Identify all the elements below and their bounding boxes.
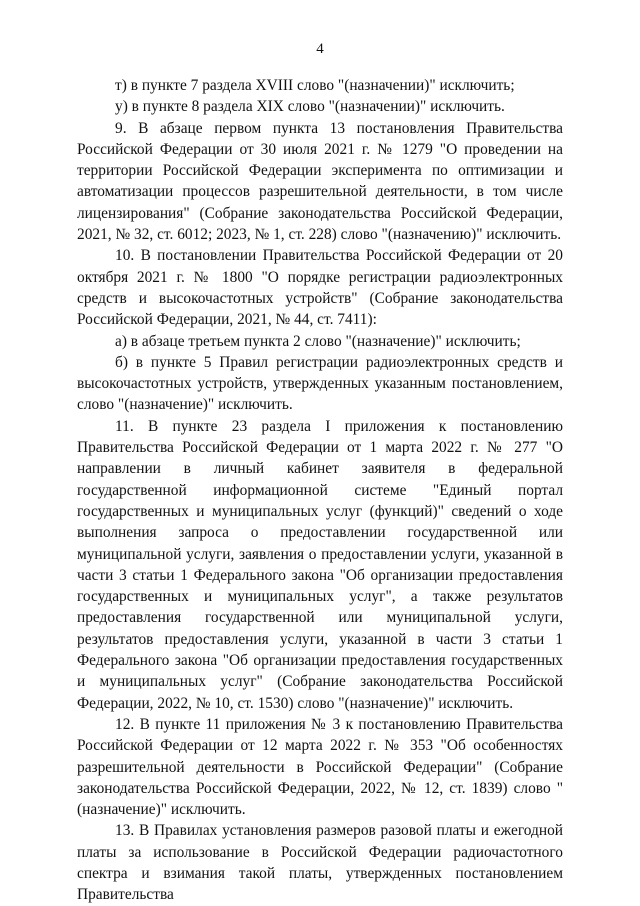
paragraph-10: 10. В постановлении Правительства Российской Федерации от 20 октября 2021 г. № 1800 "О порядке регистрации радиоэлектронных средств и высокочастотных устройств" (Собрание законодательства Российской Федерации, 2021, № 44, ст. 7411):	[77, 247, 563, 329]
paragraph-9: 9. В абзаце первом пункта 13 постановления Правительства Российской Федерации от 30 июля 2021 г. № 1279 "О проведении на территории Российской Федерации эксперимента по оптимизации и автоматизации процессов разрешительной деятельности, в том числе лицензирования" (Собрание законодательства Российской Федерации, 2021, № 32, ст. 6012; 2023, № 1, ст. 228) слово "(назначению)" исключить.	[77, 119, 563, 244]
paragraph-item-t: т) в пункте 7 раздела XVIII слово "(назначении)" исключить;	[115, 77, 515, 94]
paragraph-item-b: б) в пункте 5 Правил регистрации радиоэлектронных средств и высокочастотных устройств, утвержденных указанным постановлением, слово "(назначение)" исключить.	[77, 353, 563, 414]
paragraph-item-a: а) в абзаце третьем пункта 2 слово "(назначение)" исключить;	[115, 332, 521, 350]
document-body	[77, 75, 563, 906]
page-number: 4	[316, 41, 324, 57]
paragraph-11: 11. В пункте 23 раздела I приложения к постановлению Правительства Российской Федерации от 1 марта 2022 г. № 277 "О направлении в личный кабинет заявителя в федеральной государственной информационной системе "Единый портал государственных и муниципальных услуг (функций)" сведений о ходе выполнения запроса о предоставлении государственной или муниципальной услуги, заявления о предоставлении услуги, указанной в части 3 статьи 1 Федерального закона "Об организации предоставления государственных и муниципальных услуг", а также результатов предоставления государственной или муниципальной услуги, результатов предоставления услуги, указанной в части 3 статьи 1 Федерального закона "Об организации предоставления государственных и муниципальных услуг" (Собрание законодательства Российской Федерации, 2022, № 10, ст. 1530) слово "(назначение)" исключить.	[77, 417, 563, 712]
paragraph-item-u: у) в пункте 8 раздела XIX слово "(назначении)" исключить.	[115, 98, 505, 116]
paragraph-12: 12. В пункте 11 приложения № 3 к постановлению Правительства Российской Федерации от 12 марта 2022 г. № 353 "Об особенностях разрешительной деятельности в Российской Федерации" (Собрание законодательства Российской Федерации, 2022, № 12, ст. 1839) слово "(назначение)" исключить.	[77, 715, 563, 819]
paragraph-13: 13. В Правилах установления размеров разовой платы и ежегодной платы за использование в Российской Федерации радиочастотного спектра и взимания такой платы, утвержденных постановлением Правительства	[77, 822, 563, 904]
